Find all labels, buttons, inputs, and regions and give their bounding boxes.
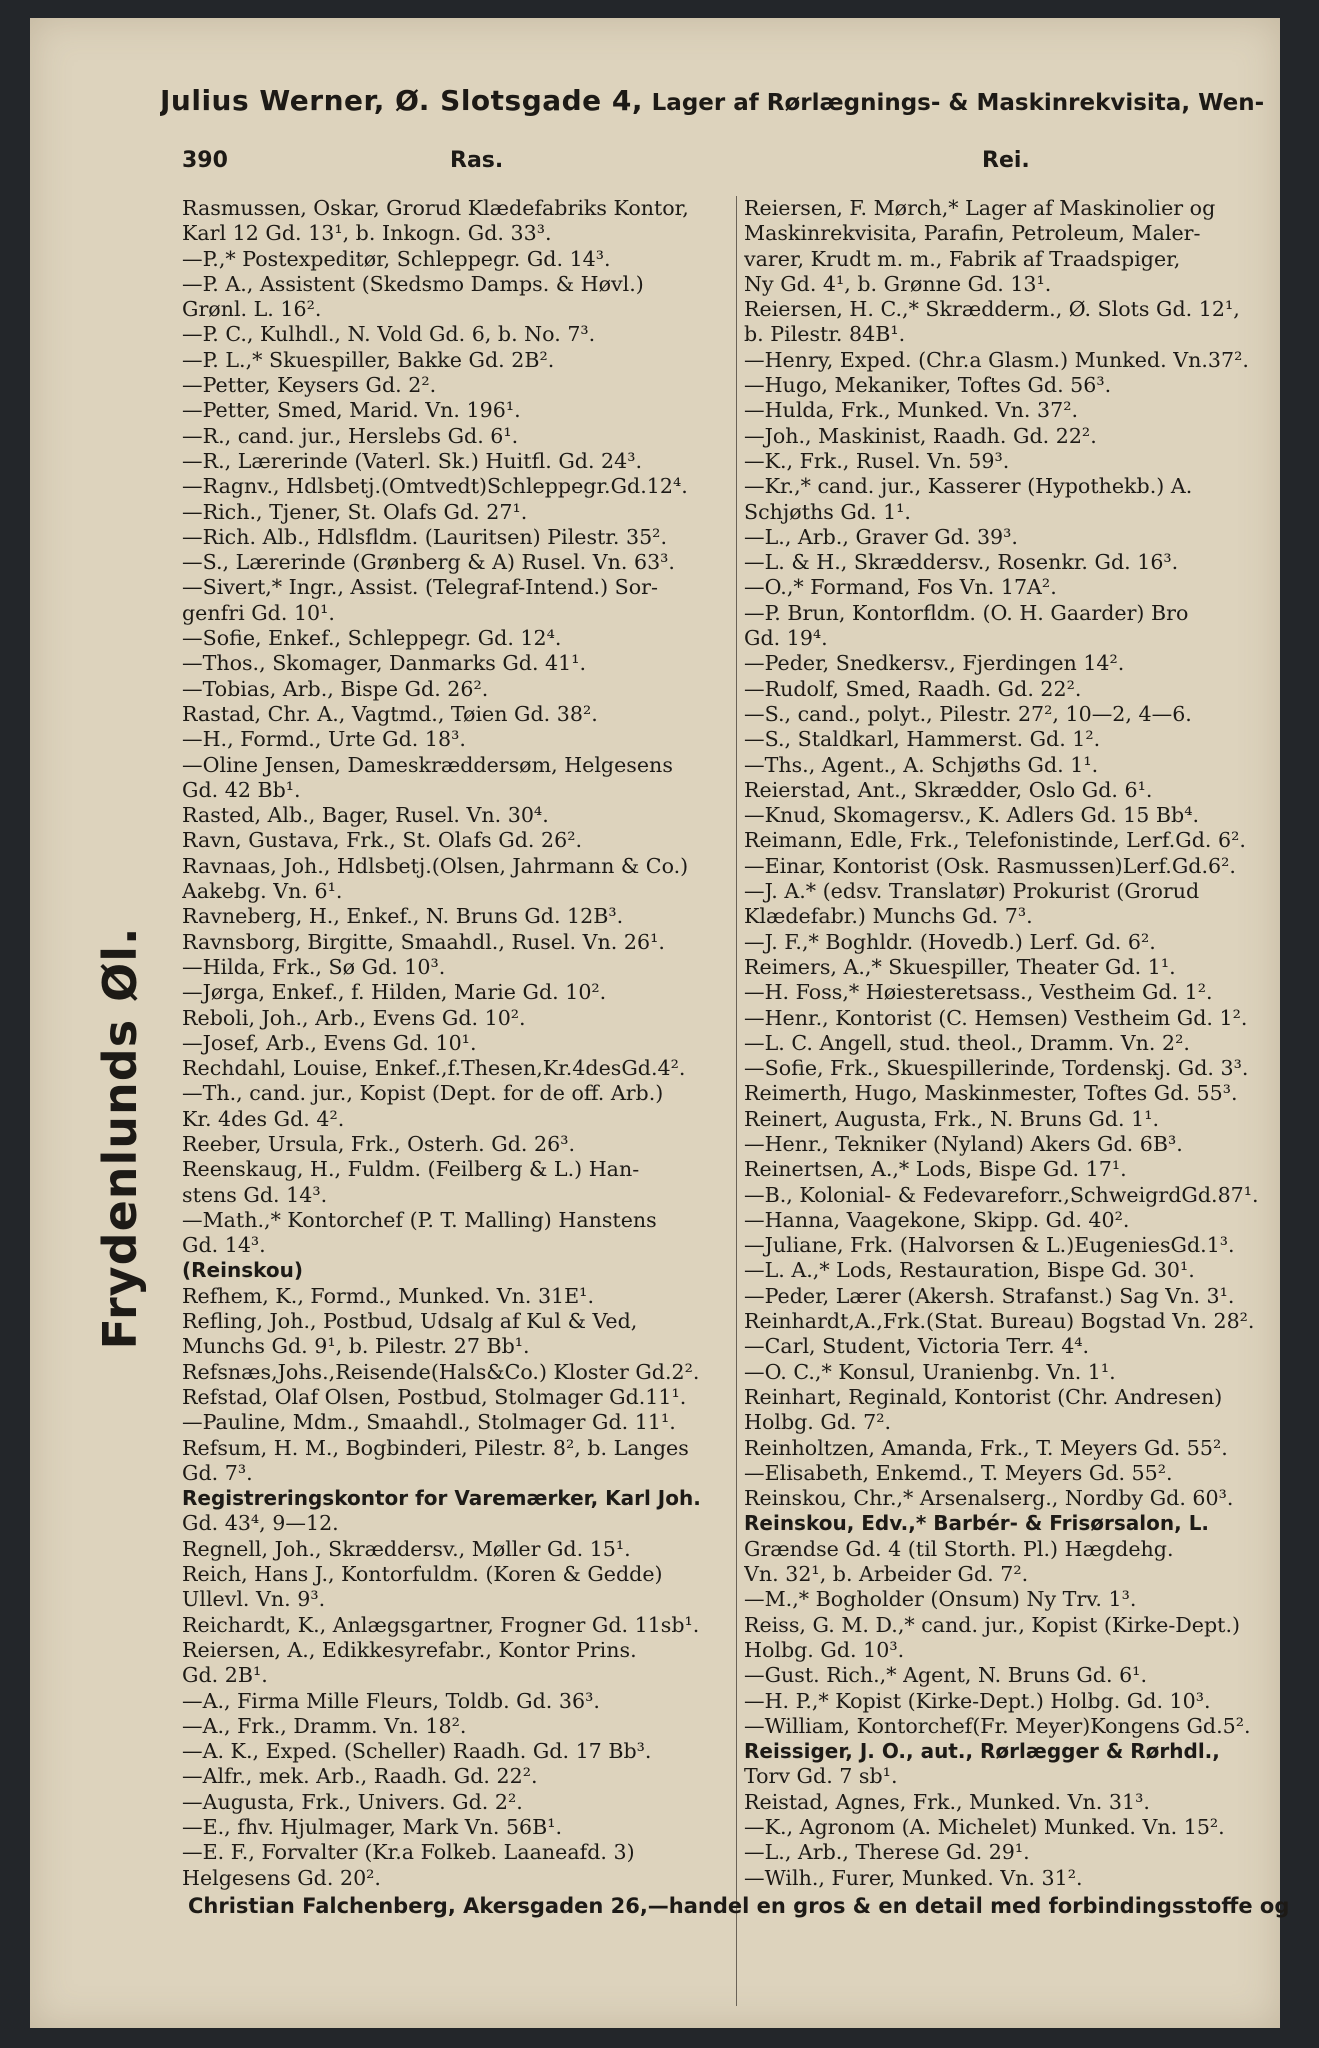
directory-entry-line: —Rich. Alb., Hdlsfldm. (Lauritsen) Pilestr. 35². (182, 524, 667, 549)
directory-entry-line: b. Pilestr. 84B¹. (744, 322, 906, 347)
directory-entry-line: —L. A.,* Lods, Restauration, Bispe Gd. 30¹. (744, 1258, 1195, 1283)
directory-entry-line: —M.,* Bogholder (Onsum) Ny Trv. 1³. (744, 1587, 1137, 1612)
directory-entry-line: —Alfr., mek. Arb., Raadh. Gd. 22². (182, 1764, 538, 1789)
directory-entry-line: —Einar, Kontorist (Osk. Rasmussen)Lerf.Gd.6². (744, 853, 1236, 878)
page-number: 390 (182, 148, 228, 173)
directory-entry-line: —Th., cand. jur., Kopist (Dept. for de off. Arb.) (182, 1081, 664, 1106)
directory-entry-line: Kr. 4des Gd. 4². (182, 1106, 345, 1131)
directory-entry-line: Reinertsen, A.,* Lods, Bispe Gd. 17¹. (744, 1157, 1127, 1182)
directory-entry-line: —Petter, Keysers Gd. 2². (182, 373, 437, 398)
directory-entry-line: Reimerth, Hugo, Maskinmester, Toftes Gd. 55³. (744, 1081, 1238, 1106)
directory-entry-line: —S., Staldkarl, Hammerst. Gd. 1². (744, 727, 1101, 752)
directory-page (30, 18, 1290, 2028)
directory-entry-line: —P. L.,* Skuespiller, Bakke Gd. 2B². (182, 347, 555, 372)
directory-entry-line: —A., Frk., Dramm. Vn. 18². (182, 1713, 467, 1738)
directory-entry-line: Gd. 43⁴, 9—12. (182, 1511, 339, 1536)
advert-name: Julius Werner, Ø. Slotsgade 4, (160, 84, 644, 117)
directory-entry-line: —Thos., Skomager, Danmarks Gd. 41¹. (182, 651, 587, 676)
directory-entry-line: Reiersen, H. C.,* Skrædderm., Ø. Slots Gd. 12¹, (744, 297, 1240, 322)
directory-entry-line: —Tobias, Arb., Bispe Gd. 26². (182, 676, 489, 701)
directory-entry-line: —Sofie, Enkef., Schleppegr. Gd. 12⁴. (182, 626, 562, 651)
directory-entry-line: Ravn, Gustava, Frk., St. Olafs Gd. 26². (182, 828, 583, 853)
directory-entry-line: Reiersen, F. Mørch,* Lager af Maskinolier og (744, 196, 1216, 220)
directory-entry-line: —R., cand. jur., Herslebs Gd. 6¹. (182, 423, 519, 448)
directory-entry-line: —E., fhv. Hjulmager, Mark Vn. 56B¹. (182, 1815, 563, 1839)
directory-entry-line: —Sofie, Frk., Skuespillerinde, Tordenskj. Gd. 3³. (744, 1056, 1249, 1081)
directory-entry-line: —Peder, Snedkersv., Fjerdingen 14². (744, 651, 1125, 676)
footer-advert: Christian Falchenberg, Akersgaden 26,—handel en gros & en detail med forbindingsstoffe og (188, 1894, 1290, 1918)
directory-entry-line: —Henr., Tekniker (Nyland) Akers Gd. 6B³. (744, 1131, 1183, 1156)
directory-entry-line: —Juliane, Frk. (Halvorsen & L.)EugeniesGd.1³. (744, 1233, 1235, 1258)
directory-entry-line: Reistad, Agnes, Frk., Munked. Vn. 31³. (744, 1789, 1150, 1814)
directory-entry-line: —O. C.,* Konsul, Uranienbg. Vn. 1¹. (744, 1359, 1116, 1384)
directory-entry-line: —Petter, Smed, Marid. Vn. 196¹. (182, 398, 521, 423)
directory-entry-line: Grønl. L. 16². (182, 297, 322, 322)
directory-entry-line: —L. C. Angell, stud. theol., Dramm. Vn. 2². (744, 1030, 1190, 1055)
advert-text: Lager af Rørlægnings- & Maskinrekvisita, Wen- (651, 90, 1265, 116)
directory-entry-line: —A., Firma Mille Fleurs, Toldb. Gd. 36³. (182, 1688, 600, 1713)
directory-entry-line: —Rich., Tjener, St. Olafs Gd. 27¹. (182, 499, 528, 524)
directory-entry-line: —P.,* Postexpeditør, Schleppegr. Gd. 14³. (182, 246, 611, 271)
directory-entry-line: —J. A.* (edsv. Translatør) Prokurist (Grorud (744, 879, 1200, 904)
directory-entry-line: Registreringskontor for Varemærker, Karl Joh. (182, 1486, 701, 1511)
directory-entry-line: —B., Kolonial- & Fedevareforr.,SchweigrdGd.87¹. (744, 1182, 1259, 1207)
directory-entry-line: Reichardt, K., Anlægsgartner, Frogner Gd. 11sb¹. (182, 1612, 700, 1637)
directory-entry-line: Torv Gd. 7 sb¹. (744, 1764, 898, 1789)
right-column-key: Rei. (982, 148, 1030, 173)
directory-entry-line: Gd. 14³. (182, 1233, 266, 1258)
directory-entry-line: Ravneberg, H., Enkef., N. Bruns Gd. 12B³. (182, 904, 624, 929)
directory-entry-line: —Henry, Exped. (Chr.a Glasm.) Munked. Vn.37². (744, 347, 1249, 372)
directory-entry-line: Reboli, Joh., Arb., Evens Gd. 10². (182, 1005, 526, 1030)
directory-entry-line: Holbg. Gd. 7². (744, 1410, 892, 1435)
directory-entry-line: —Wilh., Furer, Munked. Vn. 31². (744, 1865, 1083, 1890)
directory-entry-line: Helgesens Gd. 20². (182, 1865, 381, 1890)
directory-entry-line: —Henr., Kontorist (C. Hemsen) Vestheim Gd. 1². (744, 1005, 1248, 1030)
directory-entry-line: —Augusta, Frk., Univers. Gd. 2². (182, 1789, 523, 1814)
directory-entry-line: varer, Krudt m. m., Fabrik af Traadspiger, (744, 246, 1181, 271)
side-advert: Frydenlunds Øl. (93, 926, 147, 1350)
left-column (182, 196, 730, 1891)
directory-entry-line: Rastad, Chr. A., Vagtmd., Tøien Gd. 38². (182, 701, 598, 726)
directory-entry-line: —Josef, Arb., Evens Gd. 10¹. (182, 1030, 477, 1055)
directory-entry-line: —J. F.,* Boghldr. (Hovedb.) Lerf. Gd. 6². (744, 929, 1156, 954)
directory-entry-line: Reiss, G. M. D.,* cand. jur., Kopist (Kirke-Dept.) (744, 1612, 1241, 1637)
directory-entry-line: Ullevl. Vn. 9³. (182, 1587, 326, 1612)
directory-entry-line: Reiersen, A., Edikkesyrefabr., Kontor Prins. (182, 1637, 637, 1662)
directory-entry-line: —H. Foss,* Høiesteretsass., Vestheim Gd. 1². (744, 980, 1213, 1005)
directory-entry-line: Reinhart, Reginald, Kontorist (Chr. Andresen) (744, 1384, 1223, 1409)
directory-entry-line: Schjøths Gd. 1¹. (744, 499, 911, 524)
directory-entry-line: Refling, Joh., Postbud, Udsalg af Kul & Ved, (182, 1309, 638, 1334)
directory-entry-line: Reinholtzen, Amanda, Frk., T. Meyers Gd. 55². (744, 1435, 1228, 1460)
directory-entry-line: —S., cand., polyt., Pilestr. 27², 10—2, 4—6. (744, 701, 1192, 726)
directory-entry-line: Reimers, A.,* Skuespiller, Theater Gd. 1¹. (744, 954, 1176, 979)
directory-entry-line: Reenskaug, H., Fuldm. (Feilberg & L.) Han- (182, 1157, 640, 1182)
directory-entry-line: Reeber, Ursula, Frk., Osterh. Gd. 26³. (182, 1131, 576, 1156)
directory-entry-line: stens Gd. 14³. (182, 1182, 328, 1207)
directory-entry-line: —Oline Jensen, Dameskræddersøm, Helgesens (182, 752, 673, 777)
directory-entry-line: —Peder, Lærer (Akersh. Strafanst.) Sag Vn. 3¹. (744, 1283, 1235, 1308)
directory-entry-line: —Kr.,* cand. jur., Kasserer (Hypothekb.) A. (744, 474, 1193, 499)
directory-entry-line: Ravnsborg, Birgitte, Smaahdl., Rusel. Vn. 26¹. (182, 929, 665, 954)
directory-entry-line: Reimann, Edle, Frk., Telefonistinde, Lerf.Gd. 6². (744, 828, 1246, 853)
directory-entry-line: —O.,* Formand, Fos Vn. 17A². (744, 575, 1057, 600)
directory-entry-line: —Carl, Student, Victoria Terr. 4⁴. (744, 1334, 1090, 1359)
directory-entry-line: —P. A., Assistent (Skedsmo Damps. & Høvl.) (182, 271, 644, 296)
directory-entry-line: Aakebg. Vn. 6¹. (182, 879, 343, 904)
directory-entry-line: genfri Gd. 10¹. (182, 600, 335, 625)
directory-entry-line: Gd. 42 Bb¹. (182, 777, 301, 802)
directory-entry-line: —Ths., Agent., A. Schjøths Gd. 1¹. (744, 752, 1099, 777)
directory-entry-line: —Pauline, Mdm., Smaahdl., Stolmager Gd. 11¹. (182, 1410, 676, 1435)
directory-entry-line: Reich, Hans J., Kontorfuldm. (Koren & Gedde) (182, 1562, 663, 1587)
directory-entry-line: Maskinrekvisita, Parafin, Petroleum, Maler- (744, 221, 1201, 246)
directory-entry-line: —A. K., Exped. (Scheller) Raadh. Gd. 17 Bb³. (182, 1739, 652, 1764)
column-divider (736, 196, 737, 2006)
directory-entry-line: Refsum, H. M., Bogbinderi, Pilestr. 8², b. Langes (182, 1435, 689, 1460)
directory-entry-line: Refhem, K., Formd., Munked. Vn. 31E¹. (182, 1283, 594, 1308)
directory-entry-line: —H. P.,* Kopist (Kirke-Dept.) Holbg. Gd. 10³. (744, 1688, 1211, 1713)
directory-entry-line: —L. & H., Skræddersv., Rosenkr. Gd. 16³. (744, 550, 1179, 575)
directory-entry-line: —Jørga, Enkef., f. Hilden, Marie Gd. 10². (182, 980, 607, 1005)
directory-entry-line: —Rudolf, Smed, Raadh. Gd. 22². (744, 676, 1082, 701)
directory-entry-line: —Ragnv., Hdlsbetj.(Omtvedt)Schleppegr.Gd.12⁴. (182, 474, 688, 499)
directory-entry-line: —L., Arb., Graver Gd. 39³. (744, 524, 1018, 549)
directory-entry-line: —Joh., Maskinist, Raadh. Gd. 22². (744, 423, 1097, 448)
directory-entry-line: Regnell, Joh., Skræddersv., Møller Gd. 15¹. (182, 1536, 631, 1561)
directory-entry-line: Holbg. Gd. 10³. (744, 1637, 905, 1662)
directory-entry-line: —S., Lærerinde (Grønberg & A) Rusel. Vn. 63³. (182, 550, 675, 575)
directory-entry-line: —Hilda, Frk., Sø Gd. 10³. (182, 954, 446, 979)
directory-entry-line: Ravnaas, Joh., Hdlsbetj.(Olsen, Jahrmann & Co.) (182, 853, 689, 878)
directory-entry-line: Rechdahl, Louise, Enkef.,f.Thesen,Kr.4desGd.4². (182, 1056, 686, 1081)
directory-entry-line: (Reinskou) (182, 1258, 303, 1283)
directory-entry-line: Refstad, Olaf Olsen, Postbud, Stolmager Gd.11¹. (182, 1384, 687, 1409)
directory-entry-line: —Sivert,* Ingr., Assist. (Telegraf-Intend.) Sor- (182, 575, 658, 600)
directory-entry-line: —P. C., Kulhdl., N. Vold Gd. 6, b. No. 7³. (182, 322, 596, 347)
directory-entry-line: Reinskou, Chr.,* Arsenalserg., Nordby Gd. 60³. (744, 1486, 1234, 1511)
directory-entry-line: —P. Brun, Kontorfldm. (O. H. Gaarder) Bro (744, 600, 1189, 625)
directory-entry-line: Grændse Gd. 4 (til Storth. Pl.) Hægdehg. (744, 1536, 1174, 1561)
directory-entry-line: —Knud, Skomagersv., K. Adlers Gd. 15 Bb⁴. (744, 803, 1200, 828)
directory-entry-line: —Hugo, Mekaniker, Toftes Gd. 56³. (744, 373, 1112, 398)
directory-entry-line: —Math.,* Kontorchef (P. T. Malling) Hanstens (182, 1207, 657, 1232)
directory-entry-line: —R., Lærerinde (Vaterl. Sk.) Huitfl. Gd. 24³. (182, 448, 643, 473)
directory-entry-line: Gd. 2B¹. (182, 1663, 268, 1688)
directory-entry-line: Reissiger, J. O., aut., Rørlægger & Rørhdl., (744, 1739, 1220, 1764)
left-column-key: Ras. (450, 148, 504, 173)
directory-entry-line: —Elisabeth, Enkemd., T. Meyers Gd. 55². (744, 1460, 1173, 1485)
directory-entry-line: Munchs Gd. 9¹, b. Pilestr. 27 Bb¹. (182, 1334, 530, 1359)
directory-entry-line: —E. F., Forvalter (Kr.a Folkeb. Laaneafd. 3) (182, 1840, 635, 1865)
directory-entry-line: Klædefabr.) Munchs Gd. 7³. (744, 904, 1033, 929)
directory-entry-line: Rasmussen, Oskar, Grorud Klædefabriks Kontor, (182, 196, 689, 220)
directory-entry-line: —H., Formd., Urte Gd. 18³. (182, 727, 466, 752)
directory-entry-line: —K., Frk., Rusel. Vn. 59³. (744, 448, 1010, 473)
directory-entry-line: —L., Arb., Therese Gd. 29¹. (744, 1840, 1030, 1865)
directory-entry-line: Reinhardt,A.,Frk.(Stat. Bureau) Bogstad Vn. 28². (744, 1309, 1255, 1334)
header-advert (160, 84, 1300, 117)
directory-entry-line: Gd. 7³. (182, 1460, 253, 1485)
directory-entry-line: —Hulda, Frk., Munked. Vn. 37². (744, 398, 1078, 423)
directory-entry-line: —William, Kontorchef(Fr. Meyer)Kongens Gd.5². (744, 1713, 1251, 1738)
directory-entry-line: —Gust. Rich.,* Agent, N. Bruns Gd. 6¹. (744, 1663, 1147, 1688)
right-column (744, 196, 1300, 1891)
directory-entry-line: —Hanna, Vaagekone, Skipp. Gd. 40². (744, 1207, 1130, 1232)
directory-entry-line: Gd. 19⁴. (744, 626, 828, 651)
directory-entry-line: —K., Agronom (A. Michelet) Munked. Vn. 15². (744, 1815, 1225, 1839)
directory-entry-line: Ny Gd. 4¹, b. Grønne Gd. 13¹. (744, 271, 1052, 296)
directory-entry-line: Rasted, Alb., Bager, Rusel. Vn. 30⁴. (182, 803, 549, 828)
directory-entry-line: Vn. 32¹, b. Arbeider Gd. 7². (744, 1562, 1029, 1587)
directory-entry-line: Reinskou, Edv.,* Barbér- & Frisørsalon, L. (744, 1511, 1210, 1536)
directory-entry-line: Refsnæs,Johs.,Reisende(Hals&Co.) Kloster Gd.2². (182, 1359, 700, 1384)
directory-entry-line: Reierstad, Ant., Skrædder, Oslo Gd. 6¹. (744, 777, 1153, 802)
directory-entry-line: Reinert, Augusta, Frk., N. Bruns Gd. 1¹. (744, 1106, 1160, 1131)
directory-entry-line: Karl 12 Gd. 13¹, b. Inkogn. Gd. 33³. (182, 221, 552, 246)
